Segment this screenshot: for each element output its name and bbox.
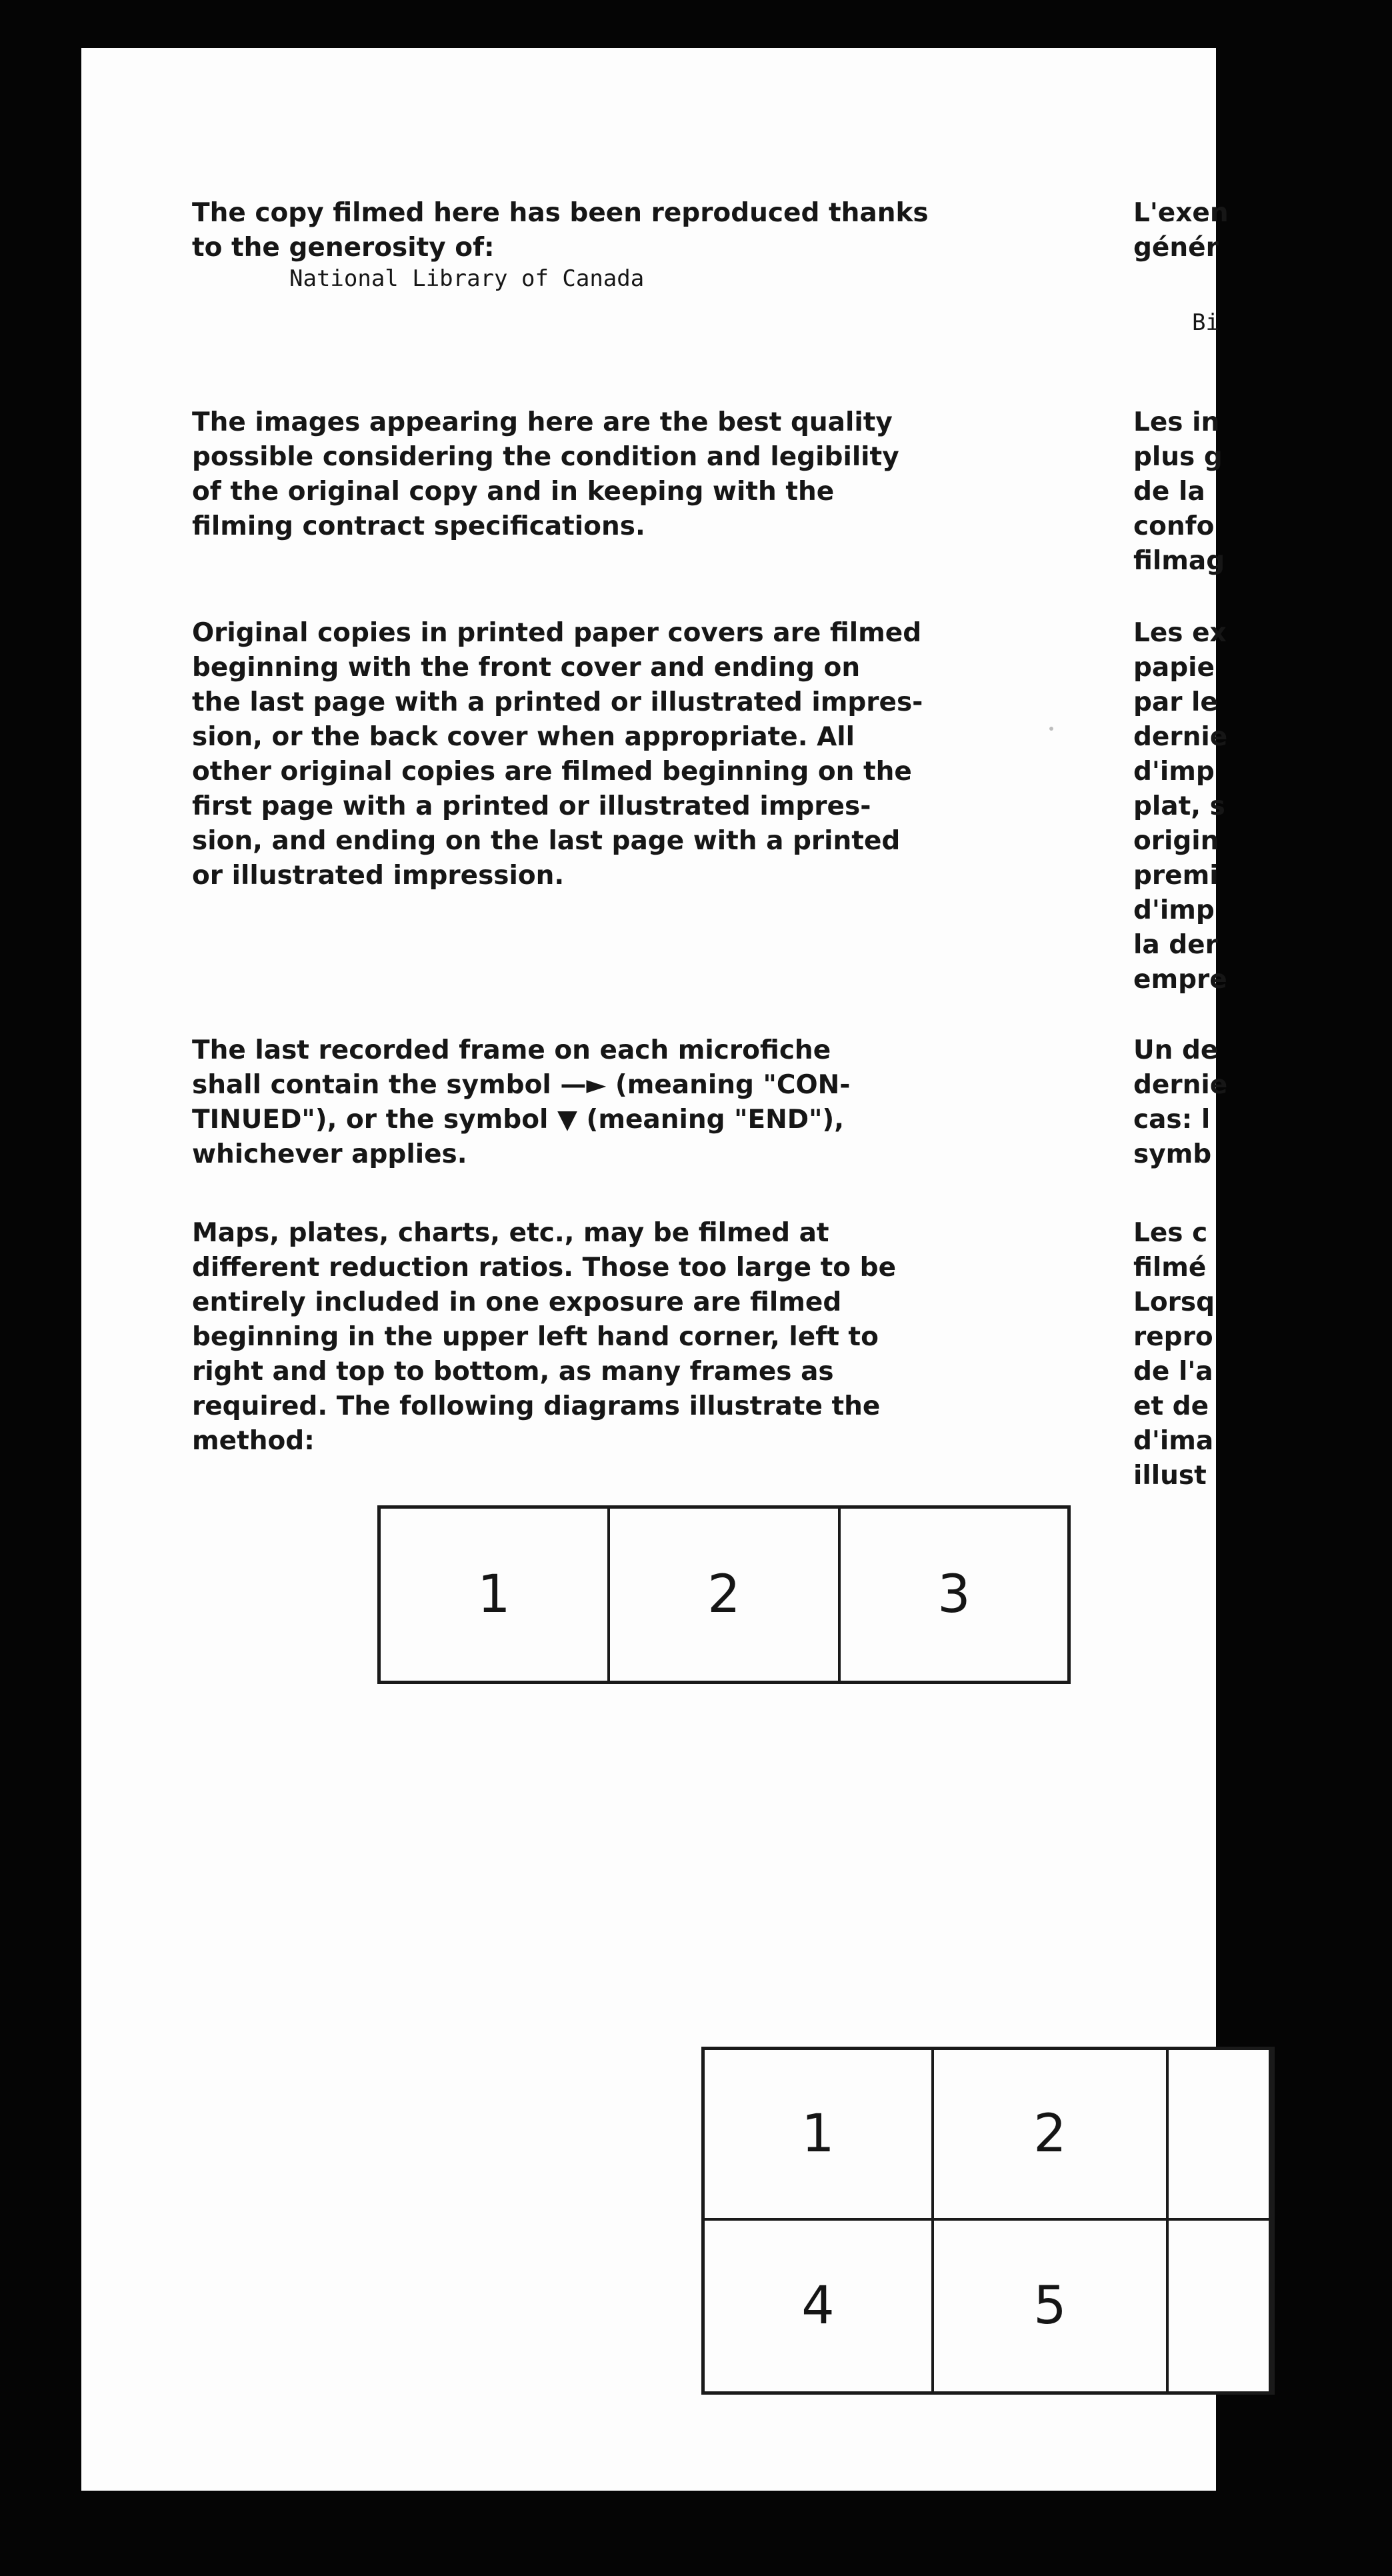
french-maps-paragraph: Les c filmé Lorsq repro de l'a et de d'ima illust [1133, 1218, 1215, 1491]
library-name: National Library of Canada [289, 265, 645, 292]
frame-cell-5: 5 [934, 2221, 1169, 2391]
two-row-frame-diagram [701, 2047, 1275, 2395]
maps-paragraph: Maps, plates, charts, etc., may be filmed at different reduction ratios. Those too large to be entirely included in one exposure are filmed beginning in the upper left hand corner, left to right and top to bottom, as many frames as required. The following diagrams illustrate the method: [192, 1218, 897, 1456]
original-copies-paragraph: Original copies in printed paper covers are filmed beginning with the front cover and ending on the last page with a printed or illustrated impres- sion, or the back cover when appropriate. All other original copies are filmed beginning on the first page with a printed or illustrated impres- sion, and ending on the last page with a printed or illustrated impression. [192, 618, 923, 891]
frame-cell-6 [1169, 2221, 1271, 2391]
french-library-name: Bi [1192, 309, 1219, 336]
french-last-frame-paragraph: Un de dernie cas: l symb [1133, 1035, 1228, 1169]
frame-cell-1: 1 [705, 2050, 934, 2221]
single-row-frame-diagram [377, 1505, 1071, 1684]
french-quality-paragraph: Les in plus g de la confo filmag [1133, 407, 1225, 576]
frame-cell-3: 3 [937, 1565, 971, 1625]
frame-cell-2: 2 [610, 1509, 841, 1681]
frame-cell-1: 1 [381, 1509, 610, 1681]
frame-cell-2: 2 [934, 2050, 1169, 2221]
frame-cell-3 [1169, 2050, 1271, 2221]
quality-paragraph: The images appearing here are the best quality possible considering the condition and legibility of the original copy and in keeping with the filming contract specifications. [192, 407, 899, 541]
last-frame-paragraph: The last recorded frame on each microfiche shall contain the symbol —► (meaning "CON- TINUED"), or the symbol ▼ (meaning "END"), whichever applies. [192, 1035, 851, 1169]
frame-cell-4: 4 [705, 2221, 934, 2391]
microfilm-page [81, 48, 1229, 2491]
intro-paragraph: The copy filmed here has been reproduced thanks to the generosity of: [192, 198, 929, 263]
french-intro-paragraph: L'exen génér [1133, 198, 1229, 263]
french-original-copies-paragraph: Les ex papie par le dernie d'imp plat, s origin premi d'imp la der empre [1133, 618, 1228, 995]
